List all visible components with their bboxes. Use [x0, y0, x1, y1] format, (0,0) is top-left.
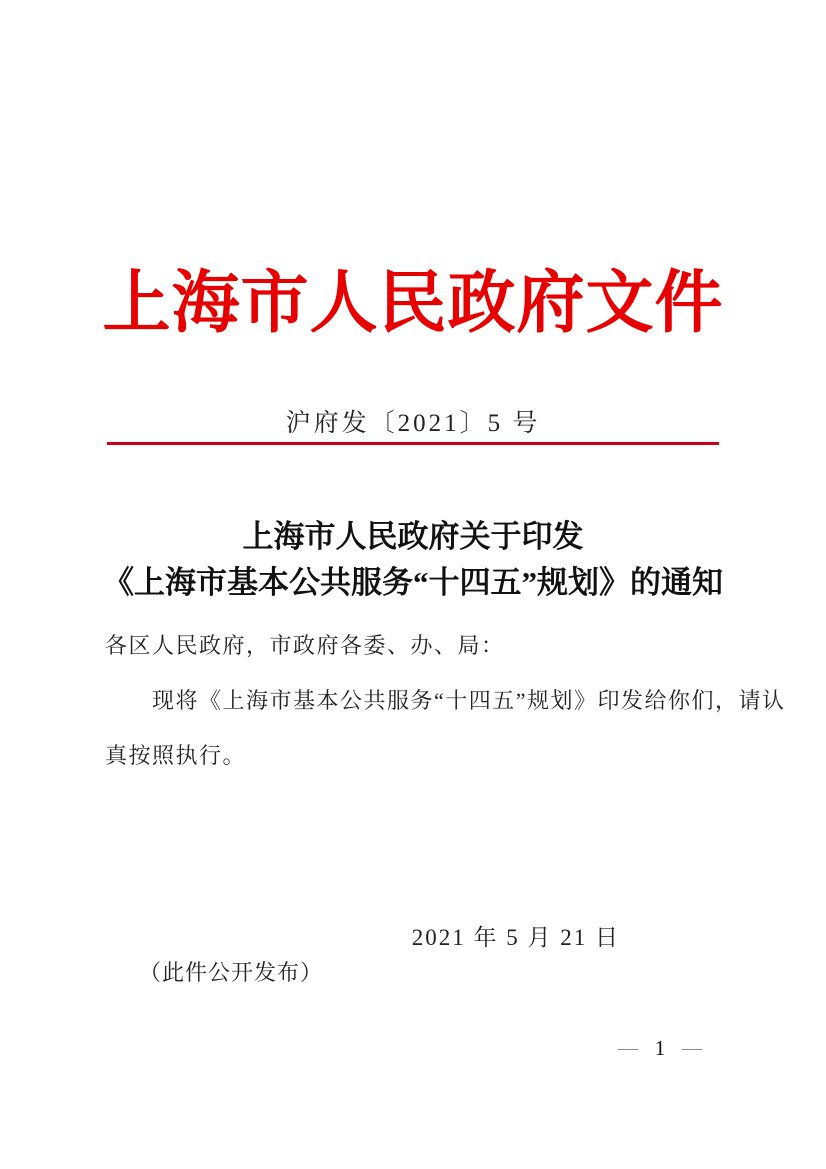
page-number-value: 1 — [654, 1036, 666, 1060]
page-number-dash-right: — — [682, 1037, 702, 1059]
notice-title — [0, 514, 826, 606]
document-header-title: 上海市人民政府文件 — [102, 265, 724, 341]
page-number — [618, 1036, 702, 1061]
salutation-line: 各区人民政府，市政府各委、办、局： — [105, 633, 505, 658]
header-divider-line — [107, 442, 719, 445]
document-body — [105, 618, 786, 783]
document-number: 沪府发〔2021〕5 号 — [285, 410, 541, 437]
issue-date: 2021 年 5 月 21 日 — [411, 925, 620, 950]
public-release-note: （此件公开发布） — [139, 960, 324, 985]
body-line-2: 现将《上海市基本公共服务“十四五”规划》印发给你们，请认 — [152, 688, 786, 713]
body-line-3: 真按照执行。 — [105, 743, 247, 768]
page-number-dash-left: — — [618, 1037, 638, 1059]
notice-title-line1: 上海市人民政府关于印发 — [242, 519, 584, 554]
notice-title-line2: 《上海市基本公共服务“十四五”规划》的通知 — [103, 565, 723, 600]
